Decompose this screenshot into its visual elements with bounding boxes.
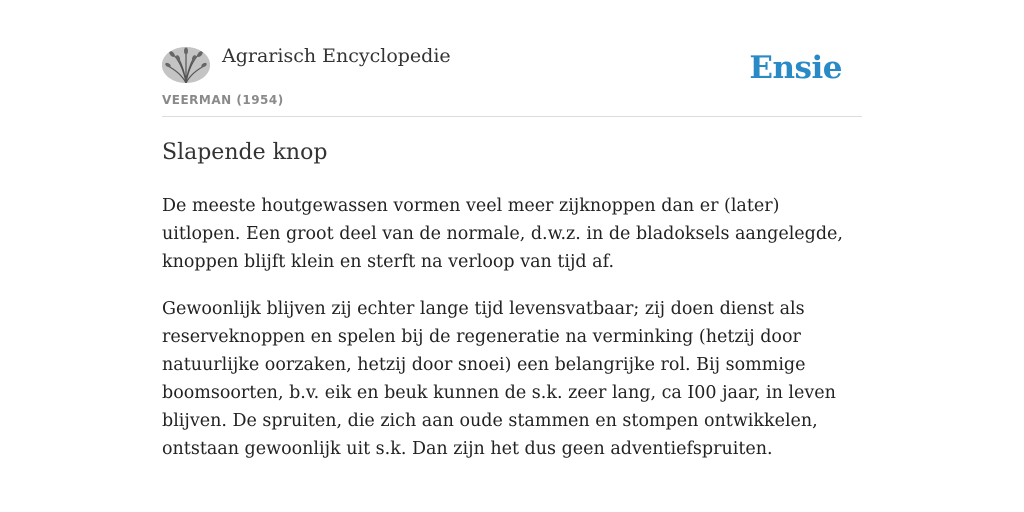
paragraph: Gewoonlijk blijven zij echter lange tijd levensvatbaar; zij doen dienst als reserveknoppen en spelen bij de regeneratie na verminking (hetzij door natuurlijke oorzaken, hetzij door snoei) een belangrijke rol. Bij sommige boomsoorten, b.v. eik en beuk kunnen de s.k. zeer lang, ca I00 jaar, in leven blijven. De spruiten, die zich aan oude stammen en stompen ontwikkelen, ontstaan gewoonlijk uit s.k. Dan zijn het dus geen adventiefspruiten.	[162, 299, 836, 459]
paragraph: De meeste houtgewassen vormen veel meer zijknoppen dan er (later) uitlopen. Een groot deel van de normale, d.w.z. in de bladoksels aangelegde, knoppen blijft klein en sterft na verloop van tijd af.	[162, 196, 843, 272]
source-author-year: VEERMAN (1954)	[162, 93, 284, 107]
wheat-logo-icon[interactable]	[162, 47, 210, 83]
source-title[interactable]: Agrarisch Encyclopedie	[222, 45, 451, 67]
source-header	[162, 0, 862, 117]
entry-body	[162, 192, 862, 482]
ensie-logo[interactable]: Ensie	[749, 50, 842, 86]
entry-page	[162, 0, 862, 459]
page-title: Slapende knop	[162, 140, 328, 165]
